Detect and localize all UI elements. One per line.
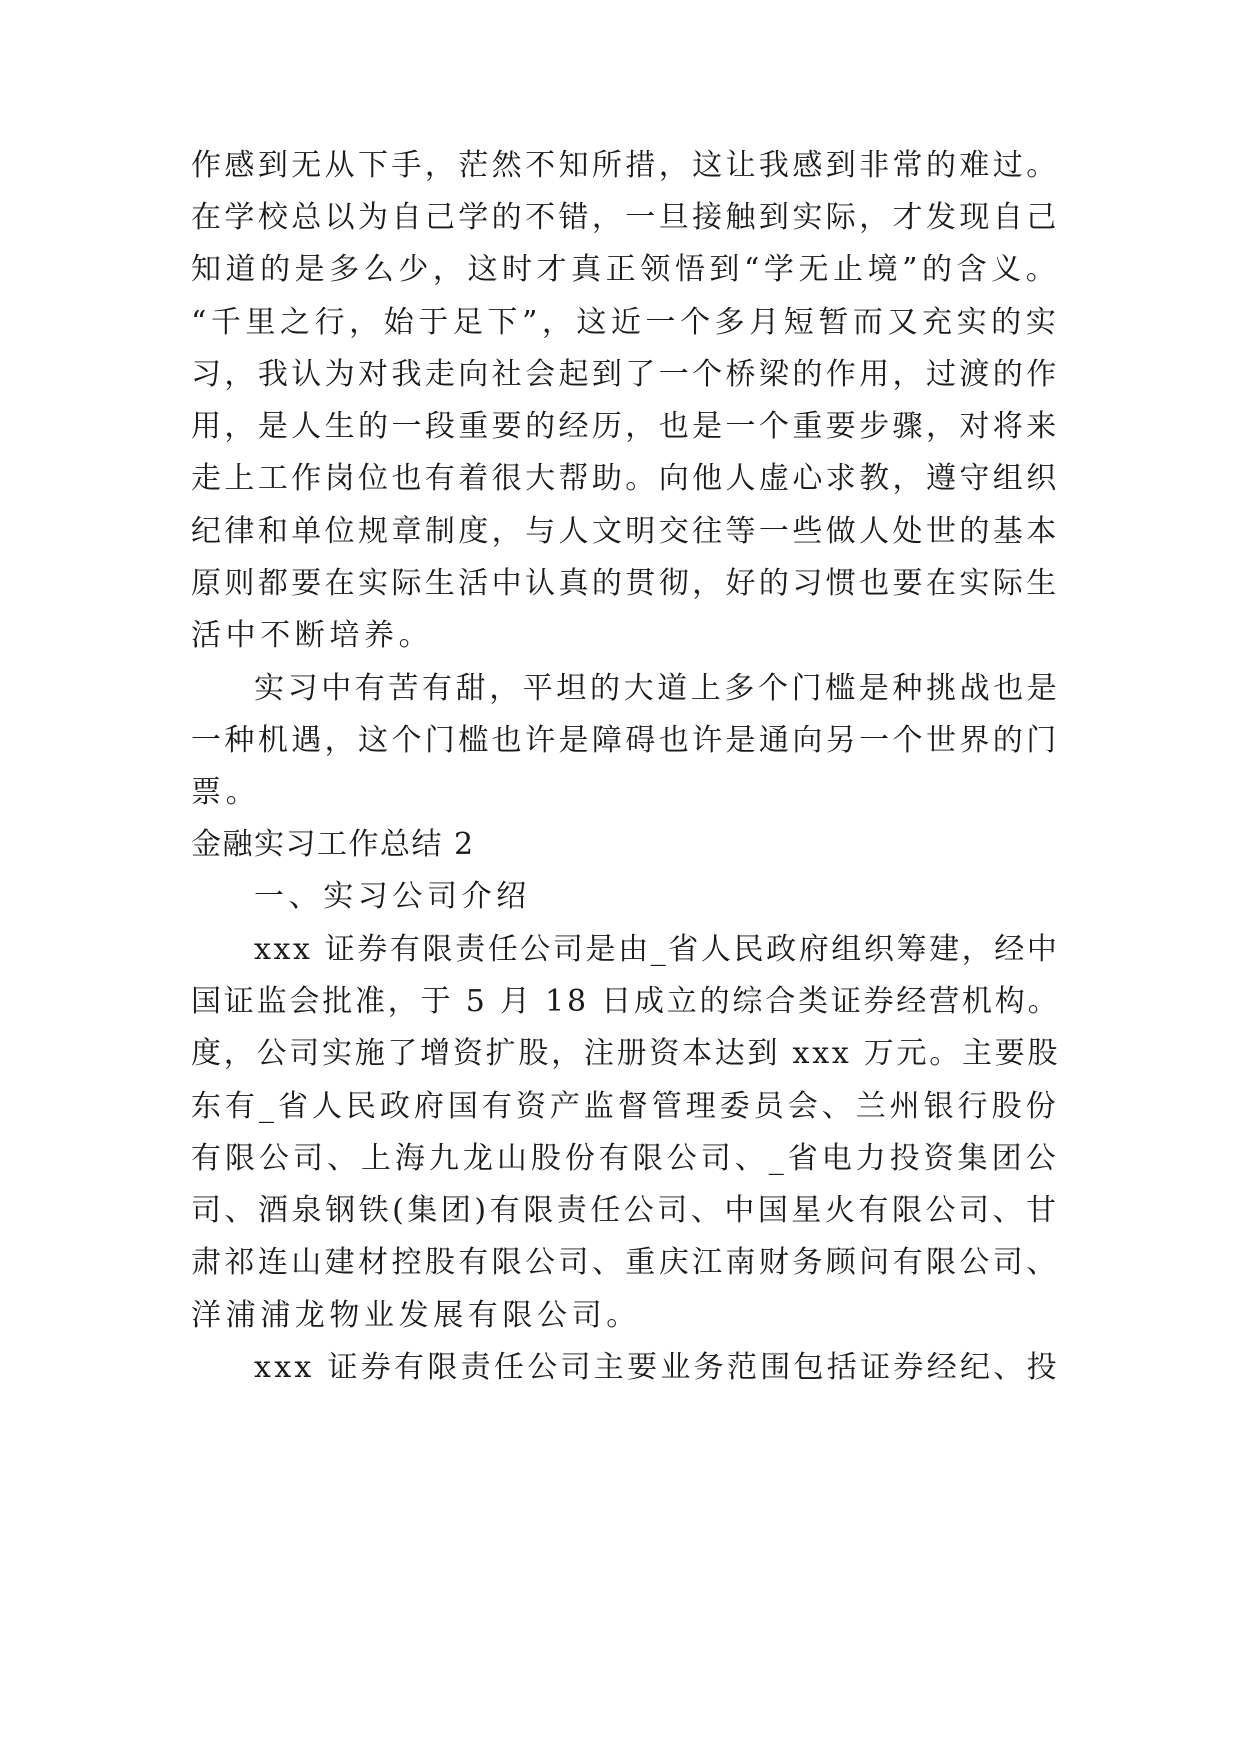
- section-heading: 金融实习工作总结 2: [191, 827, 475, 862]
- text-line: 度，公司实施了增资扩股，注册资本达到 xxx 万元。主要股: [191, 1036, 1061, 1071]
- text-line: “千里之行，始于足下”，这近一个多月短暂而又充实的实: [191, 305, 1061, 340]
- paragraph-start: xxx 证券有限责任公司主要业务范围包括证券经纪、投: [254, 1350, 1060, 1385]
- text-line: 走上工作岗位也有着很大帮助。向他人虚心求教，遵守组织: [191, 461, 1060, 496]
- text-line: 原则都要在实际生活中认真的贯彻，好的习惯也要在实际生: [191, 566, 1060, 601]
- text-line: 东有_省人民政府国有资产监督管理委员会、兰州银行股份: [191, 1089, 1060, 1124]
- text-line: 有限公司、上海九龙山股份有限公司、_省电力投资集团公: [191, 1141, 1060, 1176]
- text-line: 活中不断培养。: [191, 618, 434, 653]
- text-line: 国证监会批准，于 5 月 18 日成立的综合类证券经营机构。: [191, 984, 1061, 1019]
- subsection-heading: 一、实习公司介绍: [254, 879, 531, 914]
- text-line: 知道的是多么少，这时才真正领悟到“学无止境”的含义。: [191, 252, 1061, 287]
- text-line: 司、酒泉钢铁(集团)有限责任公司、中国星火有限公司、甘: [191, 1193, 1060, 1228]
- text-line: 票。: [191, 775, 261, 810]
- text-line: 纪律和单位规章制度，与人文明交往等一些做人处世的基本: [191, 514, 1060, 549]
- text-line: 一种机遇，这个门槛也许是障碍也许是通向另一个世界的门: [191, 723, 1060, 758]
- text-line: 作感到无从下手，茫然不知所措，这让我感到非常的难过。: [191, 148, 1060, 183]
- text-line: 在学校总以为自己学的不错，一旦接触到实际，才发现自己: [191, 200, 1060, 235]
- text-line: 洋浦浦龙物业发展有限公司。: [191, 1298, 641, 1333]
- text-line: 习，我认为对我走向社会起到了一个桥梁的作用，过渡的作: [191, 357, 1060, 392]
- text-line: 用，是人生的一段重要的经历，也是一个重要步骤，对将来: [191, 409, 1060, 444]
- text-line: 肃祁连山建材控股有限公司、重庆江南财务顾问有限公司、: [191, 1245, 1060, 1280]
- paragraph-start: 实习中有苦有甜，平坦的大道上多个门槛是种挑战也是: [254, 671, 1061, 706]
- paragraph-start: xxx 证券有限责任公司是由_省人民政府组织筹建，经中: [254, 932, 1060, 967]
